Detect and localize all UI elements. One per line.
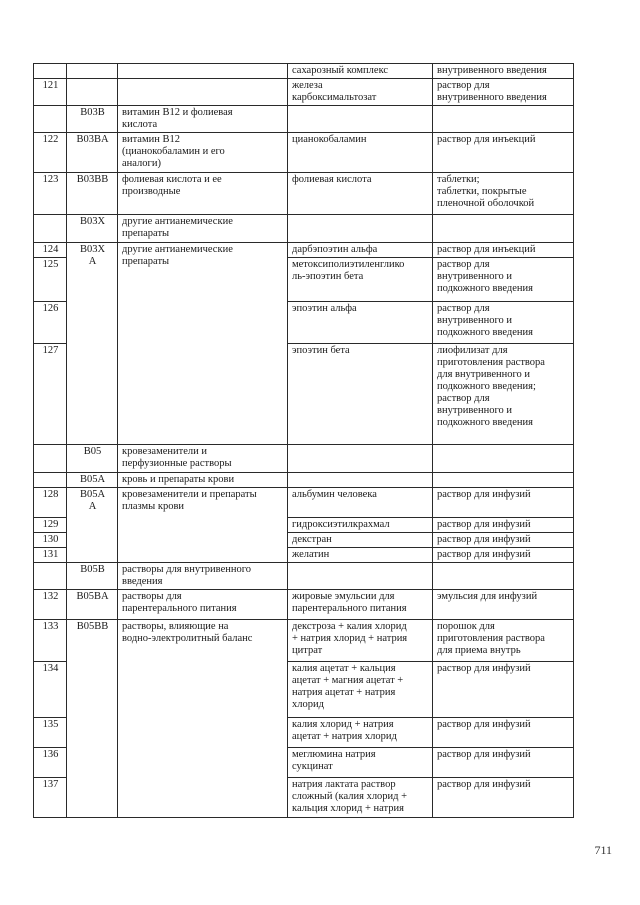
- row-number-cell: 133: [34, 620, 67, 662]
- anatomical-group-cell: растворы для парентерального питания: [118, 590, 288, 620]
- drug-name-cell: метоксиполиэтиленглико ль-эпоэтин бета: [288, 258, 433, 302]
- row-number-cell: [34, 563, 67, 590]
- atc-code-cell: B05A: [67, 473, 118, 488]
- dosage-form-cell: [433, 215, 574, 243]
- table-row: [34, 473, 574, 488]
- dosage-form-cell: [433, 563, 574, 590]
- drug-name-cell: [288, 473, 433, 488]
- row-number-cell: 130: [34, 533, 67, 548]
- page-number: 711: [594, 843, 612, 857]
- table-row: [34, 445, 574, 473]
- table-body: [34, 64, 574, 818]
- atc-code-cell: [67, 79, 118, 106]
- dosage-form-cell: раствор для инфузий: [433, 548, 574, 563]
- anatomical-group-cell: кровезаменители и перфузионные растворы: [118, 445, 288, 473]
- drug-name-cell: меглюмина натрия сукцинат: [288, 748, 433, 778]
- drug-name-cell: декстроза + калия хлорид + натрия хлорид + натрия цитрат: [288, 620, 433, 662]
- dosage-form-cell: раствор для инфузий: [433, 778, 574, 818]
- anatomical-group-cell: другие антианемические препараты: [118, 215, 288, 243]
- dosage-form-cell: [433, 445, 574, 473]
- row-number-cell: 134: [34, 662, 67, 718]
- table-row: [34, 173, 574, 215]
- anatomical-group-cell: фолиевая кислота и ее производные: [118, 173, 288, 215]
- drug-list-table: [33, 63, 574, 818]
- dosage-form-cell: раствор для инфузий: [433, 662, 574, 718]
- dosage-form-cell: раствор для инфузий: [433, 518, 574, 533]
- row-number-cell: 127: [34, 344, 67, 445]
- dosage-form-cell: раствор для инъекций: [433, 133, 574, 173]
- dosage-form-cell: эмульсия для инфузий: [433, 590, 574, 620]
- drug-name-cell: калия ацетат + кальция ацетат + магния ацетат + натрия ацетат + натрия хлорид: [288, 662, 433, 718]
- dosage-form-cell: раствор для внутривенного и подкожного введения: [433, 258, 574, 302]
- drug-name-cell: [288, 563, 433, 590]
- dosage-form-cell: раствор для инфузий: [433, 748, 574, 778]
- drug-name-cell: альбумин человека: [288, 488, 433, 518]
- dosage-form-cell: [433, 106, 574, 133]
- drug-name-cell: натрия лактата раствор сложный (калия хлорид + кальция хлорид + натрия: [288, 778, 433, 818]
- drug-name-cell: дарбэпоэтин альфа: [288, 243, 433, 258]
- row-number-cell: [34, 215, 67, 243]
- row-number-cell: [34, 106, 67, 133]
- dosage-form-cell: раствор для инфузий: [433, 533, 574, 548]
- anatomical-group-cell: другие антианемические препараты: [118, 243, 288, 445]
- atc-code-cell: B03B: [67, 106, 118, 133]
- row-number-cell: 124: [34, 243, 67, 258]
- table-row: [34, 64, 574, 79]
- table-row: [34, 243, 574, 258]
- dosage-form-cell: [433, 473, 574, 488]
- dosage-form-cell: лиофилизат для приготовления раствора для внутривенного и подкожного введения; раствор для внутривенного и подкожного введения: [433, 344, 574, 445]
- anatomical-group-cell: растворы, влияющие на водно-электролитный баланс: [118, 620, 288, 818]
- drug-name-cell: железа карбоксимальтозат: [288, 79, 433, 106]
- table-row: [34, 79, 574, 106]
- row-number-cell: 123: [34, 173, 67, 215]
- row-number-cell: [34, 64, 67, 79]
- atc-code-cell: B05B: [67, 563, 118, 590]
- drug-name-cell: [288, 445, 433, 473]
- atc-code-cell: B03X: [67, 215, 118, 243]
- table-row: [34, 133, 574, 173]
- atc-code-cell: B03X A: [67, 243, 118, 445]
- drug-name-cell: [288, 106, 433, 133]
- row-number-cell: [34, 473, 67, 488]
- atc-code-cell: B03BA: [67, 133, 118, 173]
- drug-name-cell: [288, 215, 433, 243]
- row-number-cell: 132: [34, 590, 67, 620]
- row-number-cell: 125: [34, 258, 67, 302]
- anatomical-group-cell: растворы для внутривенного введения: [118, 563, 288, 590]
- row-number-cell: 126: [34, 302, 67, 344]
- atc-code-cell: B05BB: [67, 620, 118, 818]
- row-number-cell: 128: [34, 488, 67, 518]
- dosage-form-cell: раствор для инъекций: [433, 243, 574, 258]
- dosage-form-cell: раствор для инфузий: [433, 488, 574, 518]
- dosage-form-cell: таблетки; таблетки, покрытые пленочной оболочкой: [433, 173, 574, 215]
- anatomical-group-cell: витамин В12 и фолиевая кислота: [118, 106, 288, 133]
- drug-name-cell: фолиевая кислота: [288, 173, 433, 215]
- drug-name-cell: цианокобаламин: [288, 133, 433, 173]
- dosage-form-cell: порошок для приготовления раствора для приема внутрь: [433, 620, 574, 662]
- table-row: [34, 106, 574, 133]
- atc-code-cell: B05: [67, 445, 118, 473]
- row-number-cell: 131: [34, 548, 67, 563]
- drug-name-cell: жировые эмульсии для парентерального питания: [288, 590, 433, 620]
- drug-name-cell: сахарозный комплекс: [288, 64, 433, 79]
- atc-code-cell: [67, 64, 118, 79]
- dosage-form-cell: внутривенного введения: [433, 64, 574, 79]
- row-number-cell: 121: [34, 79, 67, 106]
- anatomical-group-cell: кровь и препараты крови: [118, 473, 288, 488]
- drug-name-cell: эпоэтин бета: [288, 344, 433, 445]
- drug-name-cell: желатин: [288, 548, 433, 563]
- atc-code-cell: B03BB: [67, 173, 118, 215]
- table-row: [34, 563, 574, 590]
- row-number-cell: 122: [34, 133, 67, 173]
- dosage-form-cell: раствор для инфузий: [433, 718, 574, 748]
- row-number-cell: 129: [34, 518, 67, 533]
- anatomical-group-cell: кровезаменители и препараты плазмы крови: [118, 488, 288, 563]
- dosage-form-cell: раствор для внутривенного и подкожного введения: [433, 302, 574, 344]
- row-number-cell: 136: [34, 748, 67, 778]
- atc-code-cell: B05BA: [67, 590, 118, 620]
- table-row: [34, 620, 574, 662]
- table-row: [34, 590, 574, 620]
- row-number-cell: 137: [34, 778, 67, 818]
- row-number-cell: 135: [34, 718, 67, 748]
- atc-code-cell: B05A A: [67, 488, 118, 563]
- table-row: [34, 215, 574, 243]
- anatomical-group-cell: витамин В12 (цианокобаламин и его аналоги): [118, 133, 288, 173]
- drug-name-cell: гидроксиэтилкрахмал: [288, 518, 433, 533]
- dosage-form-cell: раствор для внутривенного введения: [433, 79, 574, 106]
- drug-name-cell: калия хлорид + натрия ацетат + натрия хлорид: [288, 718, 433, 748]
- anatomical-group-cell: [118, 64, 288, 79]
- anatomical-group-cell: [118, 79, 288, 106]
- drug-name-cell: эпоэтин альфа: [288, 302, 433, 344]
- row-number-cell: [34, 445, 67, 473]
- table-row: [34, 488, 574, 518]
- drug-name-cell: декстран: [288, 533, 433, 548]
